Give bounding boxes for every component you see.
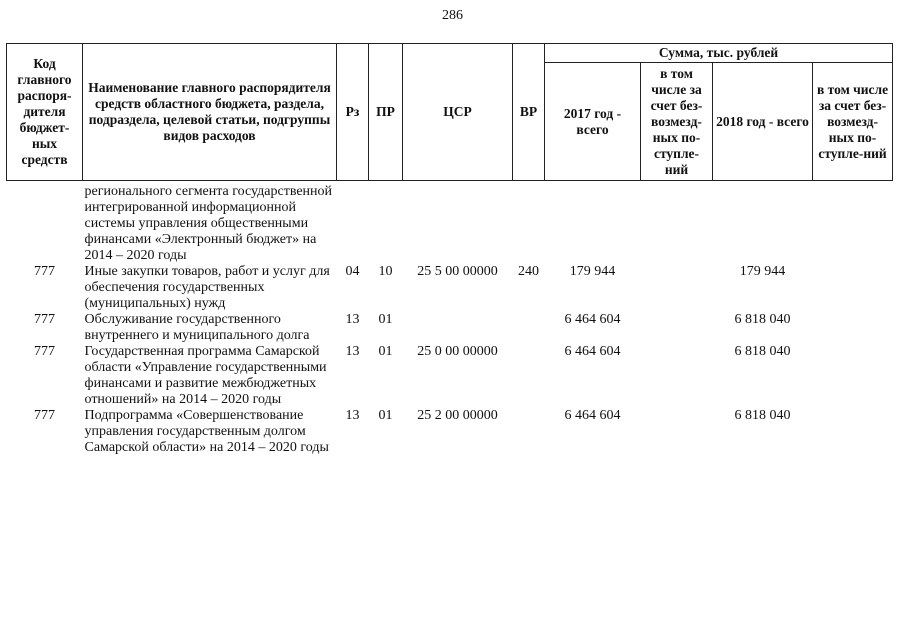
cell-code: 777 <box>34 264 55 279</box>
cell-name: регионального сегмента государственной интегрированной информационной системы управления общественными финансами «Электронный бюджет» на 2014 – 2020 годы <box>84 184 333 263</box>
cell-vr: 240 <box>518 264 539 279</box>
table-row <box>7 408 893 456</box>
cell-2018-total: 179 944 <box>739 264 786 279</box>
cell-csr: 25 2 00 00000 <box>417 408 498 423</box>
cell-vr <box>513 408 545 456</box>
cell-rz: 13 <box>345 312 360 327</box>
cell-vr <box>513 181 545 265</box>
header-2018-total: 2018 год - всего <box>713 63 813 181</box>
cell-rz <box>337 181 369 265</box>
cell-2017-free <box>641 312 713 344</box>
cell-2018-total: 6 818 040 <box>734 312 791 327</box>
cell-2017-free <box>641 264 713 312</box>
cell-2018-free <box>813 312 893 344</box>
cell-code: 777 <box>34 344 55 359</box>
page-number: 286 <box>442 8 463 23</box>
cell-name: Иные закупки товаров, работ и услуг для обеспечения государственных (муниципальных) нужд <box>84 264 330 311</box>
cell-2018-free <box>813 181 893 265</box>
table-header <box>7 44 893 181</box>
table-row <box>7 312 893 344</box>
cell-2018-free <box>813 264 893 312</box>
cell-rz: 04 <box>345 264 360 279</box>
cell-pr: 10 <box>378 264 393 279</box>
table-row <box>7 264 893 312</box>
cell-2017-total: 179 944 <box>569 264 616 279</box>
cell-2018-free <box>813 408 893 456</box>
cell-name: Государственная программа Самарской области «Управление государственными финансами и развитие межбюджетных отношений» на 2014 – 2020 годы <box>84 344 327 407</box>
table-body <box>7 181 893 457</box>
cell-name: Подпрограмма «Совершенствование управления государственным долгом Самарской области» на 2014 – 2020 годы <box>84 408 329 455</box>
table-row <box>7 344 893 408</box>
cell-rz: 13 <box>345 408 360 423</box>
cell-2017-free <box>641 408 713 456</box>
cell-csr <box>403 312 513 344</box>
cell-2018-total: 6 818 040 <box>734 408 791 423</box>
cell-pr: 01 <box>378 312 393 327</box>
cell-2017-free <box>641 344 713 408</box>
budget-table <box>6 43 893 456</box>
cell-vr <box>513 312 545 344</box>
cell-2017-total: 6 464 604 <box>564 408 621 423</box>
header-rz: Рз <box>337 44 369 181</box>
header-2017-total: 2017 год - всего <box>545 63 641 181</box>
cell-2017-free <box>641 181 713 265</box>
cell-2018-total: 6 818 040 <box>734 344 791 359</box>
header-csr: ЦСР <box>403 44 513 181</box>
cell-2017-total: 6 464 604 <box>564 344 621 359</box>
cell-csr: 25 0 00 00000 <box>417 344 498 359</box>
cell-2017-total <box>545 181 641 265</box>
header-name: Наименование главного распорядителя средств областного бюджета, раздела, подраздела, целевой статьи, подгруппы видов расходов <box>83 44 337 181</box>
header-pr: ПР <box>369 44 403 181</box>
cell-code: 777 <box>34 312 55 327</box>
table-row <box>7 181 893 265</box>
cell-csr: 25 5 00 00000 <box>417 264 498 279</box>
header-vr: ВР <box>513 44 545 181</box>
cell-2017-total: 6 464 604 <box>564 312 621 327</box>
cell-csr <box>403 181 513 265</box>
cell-2018-free <box>813 344 893 408</box>
header-code: Код главного распоря-дителя бюджет-ных средств <box>7 44 83 181</box>
header-2018-free: в том числе за счет без-возмезд-ных по-ступле-ний <box>813 63 893 181</box>
header-2017-free: в том числе за счет без-возмезд-ных по-ступле-ний <box>641 63 713 181</box>
cell-pr: 01 <box>378 408 393 423</box>
cell-vr <box>513 344 545 408</box>
cell-name: Обслуживание государственного внутреннего и муниципального долга <box>84 312 310 343</box>
header-sum: Сумма, тыс. рублей <box>545 44 893 63</box>
cell-2018-total <box>713 181 813 265</box>
cell-code: 777 <box>34 408 55 423</box>
cell-pr: 01 <box>378 344 393 359</box>
cell-pr <box>369 181 403 265</box>
cell-code <box>7 181 83 265</box>
cell-rz: 13 <box>345 344 360 359</box>
